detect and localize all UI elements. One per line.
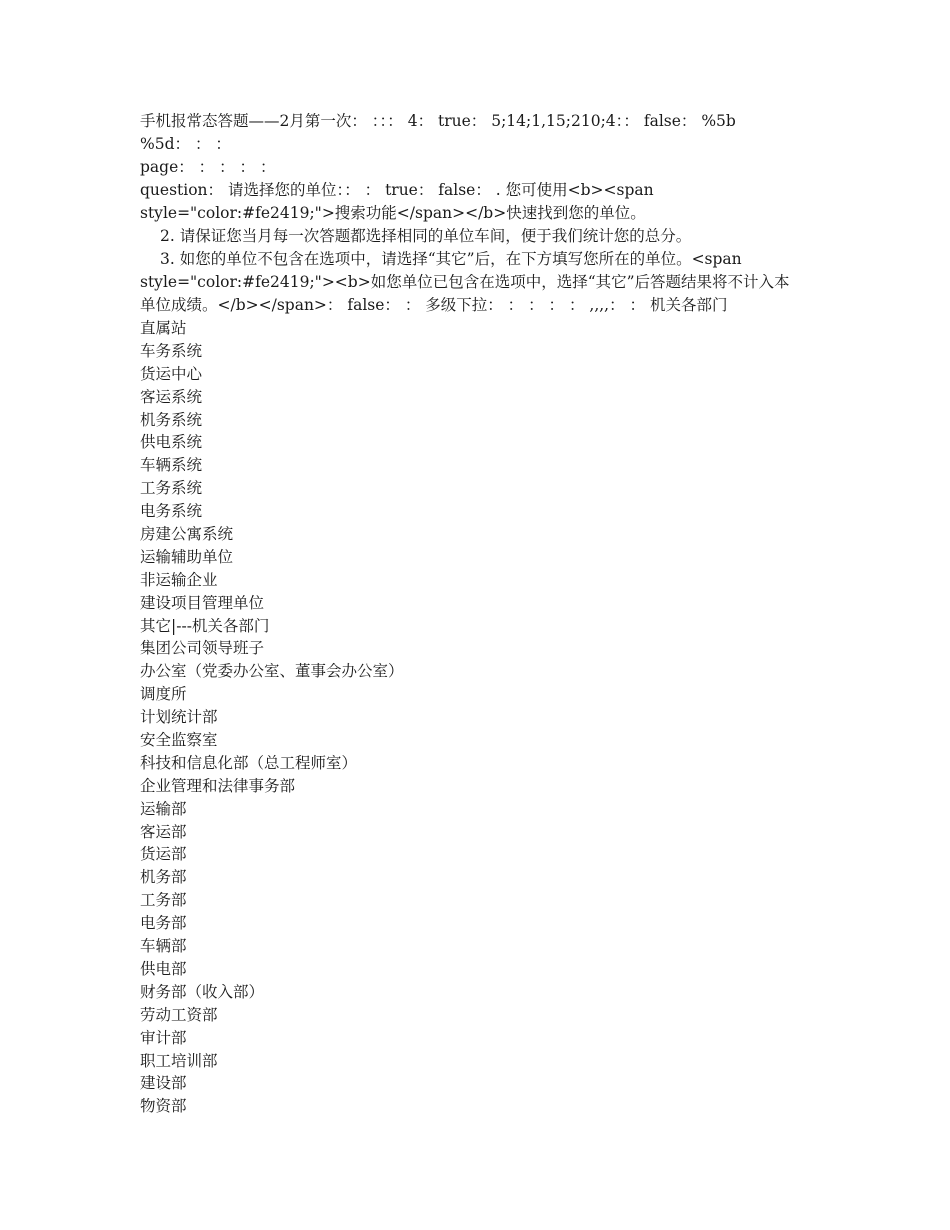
unit-list-item: 审计部 [140,1028,187,1047]
question-style-line: style="color:#fe2419;">搜索功能</span></b>快速找到您的单位。 [140,204,646,222]
unit-list-item: 运输部 [140,799,187,818]
document-body [140,110,830,1118]
unit-list-item: 车辆部 [140,937,187,956]
unit-list-item: 工务系统 [140,479,203,498]
unit-list-item: 车辆系统 [140,456,203,475]
unit-list [140,317,830,1118]
unit-list-item: 运输辅助单位 [140,547,234,566]
header-line-2: %5d： ： ： [140,135,231,153]
unit-list-item: 集团公司领导班子 [140,639,265,658]
instruction-3-end: 单位成绩。</b></span>： false： ： 多级下拉： ： ： ： ： ,,,,： ： 机关各部门 [140,296,728,314]
unit-list-item: 财务部（收入部） [140,982,265,1001]
unit-list-item: 供电系统 [140,433,203,452]
unit-list-item: 客运系统 [140,387,203,406]
header-line-1: 手机报常态答题——2月第一次： ：：： 4： true： 5;14;1,15;210;4：： false： %5b [140,112,736,130]
unit-list-item: 非运输企业 [140,570,218,589]
unit-list-item: 机务系统 [140,410,203,429]
unit-list-item: 供电部 [140,959,187,978]
instruction-3-style: style="color:#fe2419;"><b>如您单位已包含在选项中，选择“其它”后答题结果将不计入本 [140,273,790,291]
unit-list-item: 建设项目管理单位 [140,593,265,612]
unit-list-item: 办公室（党委办公室、董事会办公室） [140,662,404,681]
unit-list-item: 客运部 [140,822,187,841]
question-line: question： 请选择您的单位：： ： true： false： . 您可使用<b><span [140,181,654,199]
unit-list-item: 电务系统 [140,502,203,521]
unit-list-item: 企业管理和法律事务部 [140,776,296,795]
unit-list-item: 直属站 [140,319,187,337]
unit-list-item: 其它|---机关各部门 [140,616,270,635]
unit-list-item: 工务部 [140,891,187,910]
unit-list-item: 计划统计部 [140,708,218,727]
unit-list-item: 货运中心 [140,364,203,383]
unit-list-item: 房建公寓系统 [140,525,234,544]
unit-list-item: 电务部 [140,914,187,933]
unit-list-item: 职工培训部 [140,1051,218,1070]
unit-list-item: 安全监察室 [140,731,218,750]
instruction-2: 2. 请保证您当月每一次答题都选择相同的单位车间，便于我们统计您的总分。 [160,227,692,245]
unit-list-item: 科技和信息化部（总工程师室） [140,753,358,772]
unit-list-item: 劳动工资部 [140,1005,218,1024]
unit-list-item: 机务部 [140,868,187,887]
unit-list-item: 车务系统 [140,341,203,360]
unit-list-item: 建设部 [140,1074,187,1093]
unit-list-item: 物资部 [140,1097,187,1116]
unit-list-item: 货运部 [140,845,187,864]
unit-list-item: 调度所 [140,685,187,704]
page-line: page： ： ： ： ： [140,158,276,176]
instruction-3: 3. 如您的单位不包含在选项中，请选择“其它”后，在下方填写您所在的单位。<span [160,250,742,268]
